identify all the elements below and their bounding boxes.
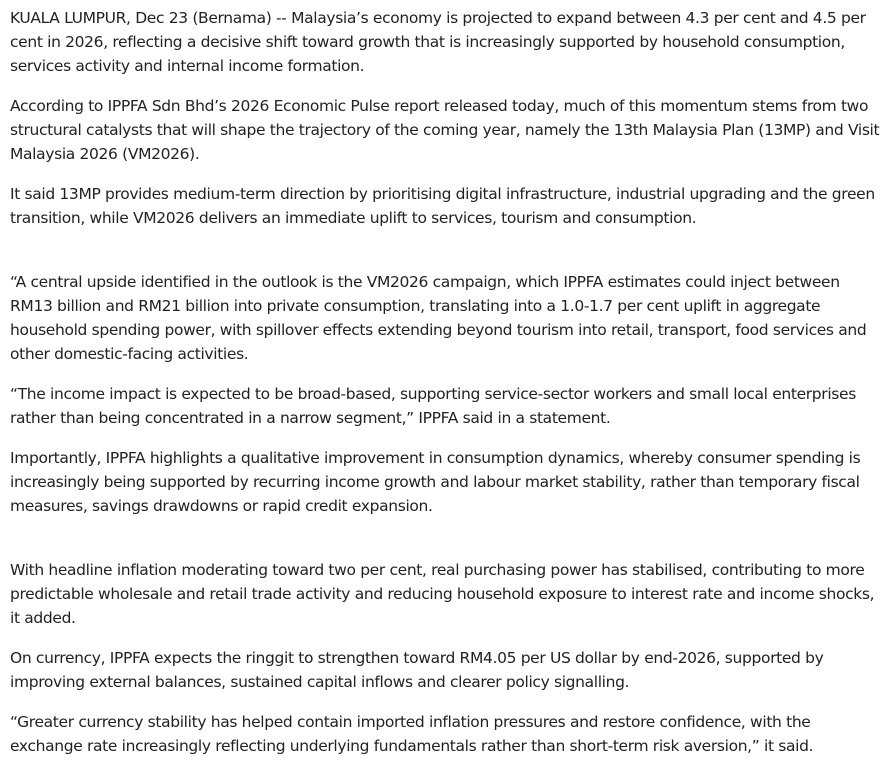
paragraph-currency-quote: “Greater currency stability has helped contain imported inflation pressures and restore confidence, with the exchange rate increasingly reflecting underlying fundamentals rather than short-term risk aversion,” it said. xyxy=(10,713,814,755)
paragraph-consumption-dynamics: Importantly, IPPFA highlights a qualitative improvement in consumption dynamics, whereby consumer spending is increasingly being supported by recurring income growth and labour market stability, rather than temporary fiscal measures, savings drawdowns or rapid credit expansion. xyxy=(10,449,861,515)
paragraph-13mp: It said 13MP provides medium-term direction by prioritising digital infrastructure, industrial upgrading and the green transition, while VM2026 delivers an immediate uplift to services, tourism and consumption. xyxy=(10,185,875,227)
article-body xyxy=(10,6,884,758)
paragraph-inflation: With headline inflation moderating toward two per cent, real purchasing power has stabilised, contributing to more predictable wholesale and retail trade activity and reducing household exposure to interest rate and income shocks, it added. xyxy=(10,561,875,627)
paragraph-vm2026-quote: “A central upside identified in the outlook is the VM2026 campaign, which IPPFA estimates could inject between RM13 billion and RM21 billion into private consumption, translating into a 1.0-1.7 per cent uplift in aggregate household spending power, with spillover effects extending beyond tourism into retail, transport, food services and other domestic-facing activities. xyxy=(10,273,867,363)
paragraph-income-impact-quote: “The income impact is expected to be broad-based, supporting service-sector workers and small local enterprises rather than being concentrated in a narrow segment,” IPPFA said in a statement. xyxy=(10,385,856,427)
paragraph-currency: On currency, IPPFA expects the ringgit to strengthen toward RM4.05 per US dollar by end-2026, supported by improving external balances, sustained capital inflows and clearer policy signalling. xyxy=(10,649,824,691)
paragraph-report-catalysts: According to IPPFA Sdn Bhd’s 2026 Economic Pulse report released today, much of this momentum stems from two structural catalysts that will shape the trajectory of the coming year, namely the 13th Malaysia Plan (13MP) and Visit Malaysia 2026 (VM2026). xyxy=(10,97,880,163)
paragraph-lede: KUALA LUMPUR, Dec 23 (Bernama) -- Malaysia’s economy is projected to expand between 4.3 per cent and 4.5 per cent in 2026, reflecting a decisive shift toward growth that is increasingly supported by household consumption, services activity and internal income formation. xyxy=(10,9,866,75)
